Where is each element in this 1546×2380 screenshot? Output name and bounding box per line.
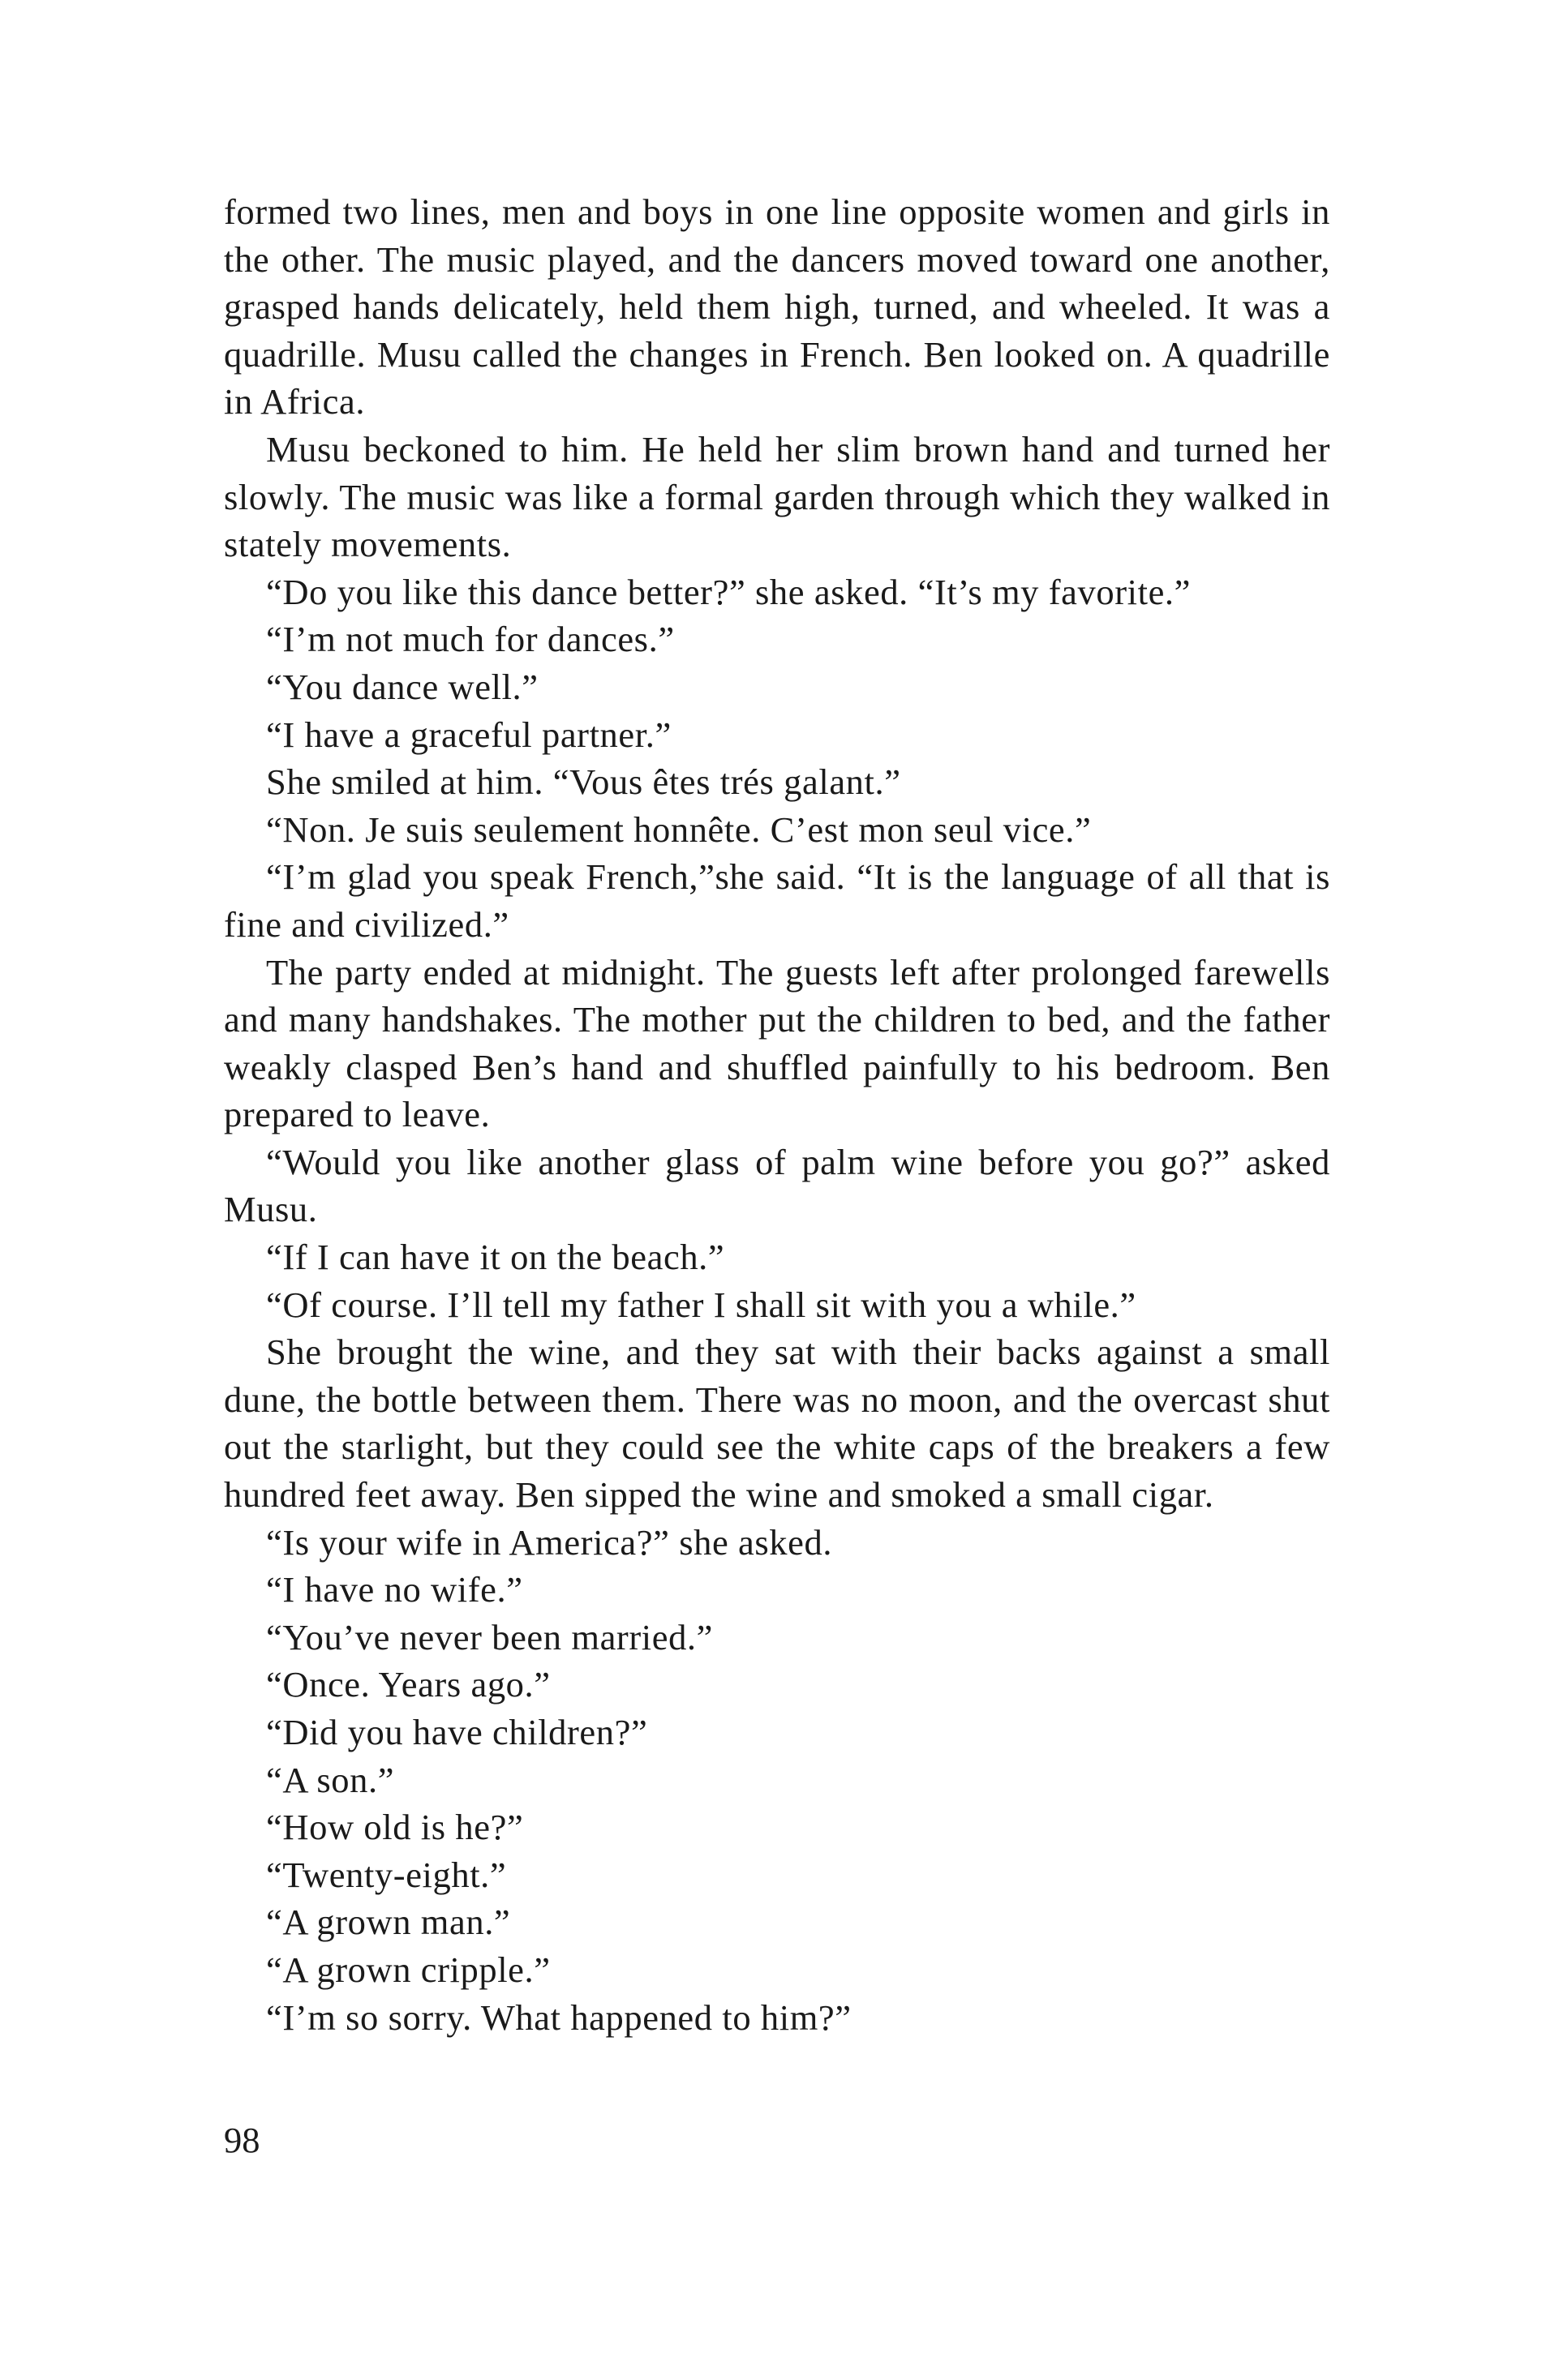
paragraph-8: “Non. Je suis seulement honnête. C’est mon seul vice.” [266, 808, 1092, 850]
paragraph-1: formed two lines, men and boys in one line opposite women and girls in the other. The music played, and the dancers moved toward one another, grasped hands delicately, held them high, turned, and wheeled. It was a quadrille. Musu called the changes in French. Ben looked on. A quadrille in Africa. [224, 191, 1330, 422]
paragraph-4: “I’m not much for dances.” [266, 619, 675, 660]
paragraph-24: “A grown cripple.” [266, 1949, 551, 1990]
paragraph-9: “I’m glad you speak French,”she said. “It is the language of all that is fine and civilized.” [224, 856, 1330, 945]
paragraph-6: “I have a graceful partner.” [266, 714, 672, 755]
paragraph-10: The party ended at midnight. The guests left after prolonged farewells and many handshakes. The mother put the children to bed, and the father weakly clasped Ben’s hand and shuffled painfully to his bedroom. Ben prepared to leave. [224, 951, 1330, 1135]
paragraph-20: “A son.” [266, 1759, 395, 1800]
paragraph-17: “You’ve never been married.” [266, 1616, 713, 1657]
page-number: 98 [224, 2120, 260, 2160]
paragraph-5: “You dance well.” [266, 666, 539, 707]
paragraph-12: “If I can have it on the beach.” [266, 1237, 725, 1278]
paragraph-19: “Did you have children?” [266, 1712, 648, 1752]
paragraph-13: “Of course. I’ll tell my father I shall sit with you a while.” [266, 1284, 1136, 1325]
paragraph-21: “How old is he?” [266, 1807, 524, 1848]
paragraph-11: “Would you like another glass of palm wine before you go?” asked Musu. [224, 1141, 1330, 1230]
paragraph-7: She smiled at him. “Vous êtes trés galant.” [266, 761, 901, 803]
paragraph-25: “I’m so sorry. What happened to him?” [266, 1996, 852, 2038]
paragraph-18: “Once. Years ago.” [266, 1664, 551, 1705]
paragraph-22: “Twenty-eight.” [266, 1854, 507, 1895]
paragraph-3: “Do you like this dance better?” she asked. “It’s my favorite.” [266, 571, 1192, 612]
paragraph-14: She brought the wine, and they sat with their backs against a small dune, the bottle between them. There was no moon, and the overcast shut out the starlight, but they could see the white caps of the breakers a few hundred feet away. Ben sipped the wine and smoked a small cigar. [224, 1332, 1330, 1516]
paragraph-16: “I have no wife.” [266, 1569, 523, 1610]
paragraph-15: “Is your wife in America?” she asked. [266, 1521, 833, 1563]
paragraph-23: “A grown man.” [266, 1902, 511, 1943]
body-text [224, 188, 1330, 2041]
paragraph-2: Musu beckoned to him. He held her slim brown hand and turned her slowly. The music was like a formal garden through which they walked in stately movements. [224, 428, 1330, 565]
